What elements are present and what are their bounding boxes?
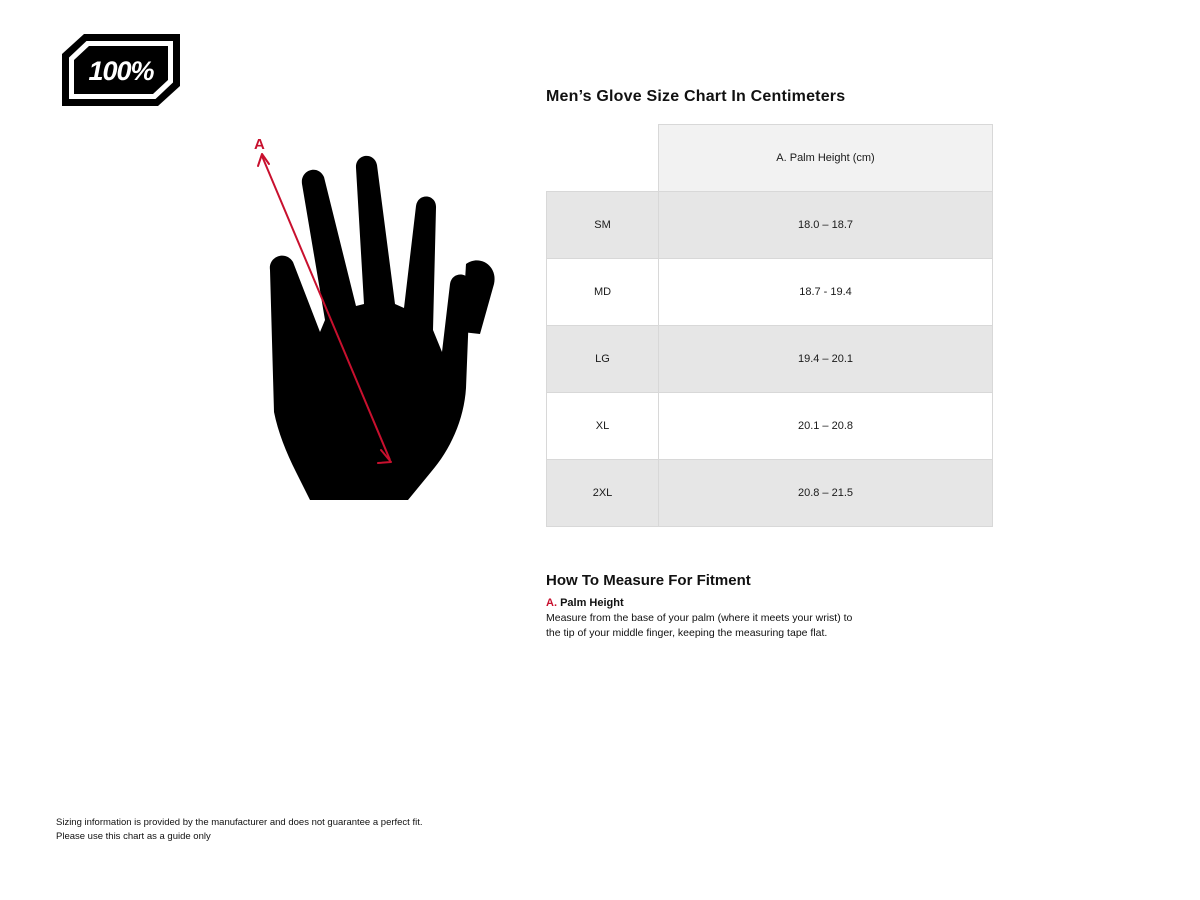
size-chart-panel: [546, 88, 992, 527]
hand-illustration: [150, 120, 550, 520]
measure-item-name: Palm Height: [560, 597, 624, 609]
size-label: 2XL: [547, 459, 659, 526]
table-row: [547, 459, 993, 526]
size-chart-title: Men’s Glove Size Chart In Centimeters: [546, 88, 846, 105]
palm-height-value: 19.4 – 20.1: [659, 325, 993, 392]
column-header-palm-height: A. Palm Height (cm): [659, 125, 993, 192]
measure-item-title: [546, 597, 856, 609]
table-row: [547, 392, 993, 459]
how-to-measure-heading: How To Measure For Fitment: [546, 572, 751, 589]
size-label: LG: [547, 325, 659, 392]
palm-height-value: 20.8 – 21.5: [659, 459, 993, 526]
disclaimer: [56, 816, 476, 843]
size-label: SM: [547, 191, 659, 258]
measure-item-letter: A.: [546, 597, 557, 609]
brand-logo: [60, 32, 182, 108]
palm-height-value: 18.7 - 19.4: [659, 258, 993, 325]
table-row: [547, 191, 993, 258]
table-row: [547, 258, 993, 325]
palm-height-value: 18.0 – 18.7: [659, 191, 993, 258]
measure-item-description: Measure from the base of your palm (where it meets your wrist) to the tip of your middle finger, keeping the measuring tape flat.: [546, 612, 853, 639]
svg-text:100%: 100%: [88, 56, 154, 86]
measure-point-a-label: A: [254, 136, 266, 153]
size-label: XL: [547, 392, 659, 459]
table-row: [547, 325, 993, 392]
how-to-measure-section: [546, 572, 856, 640]
size-chart-table: [546, 124, 993, 527]
table-header-row: [547, 125, 993, 192]
disclaimer-line-2: Please use this chart as a guide only: [56, 830, 211, 842]
table-corner-cell: [547, 125, 659, 192]
size-label: MD: [547, 258, 659, 325]
disclaimer-line-1: Sizing information is provided by the manufacturer and does not guarantee a perfect fit.: [56, 817, 423, 828]
palm-height-value: 20.1 – 20.8: [659, 392, 993, 459]
